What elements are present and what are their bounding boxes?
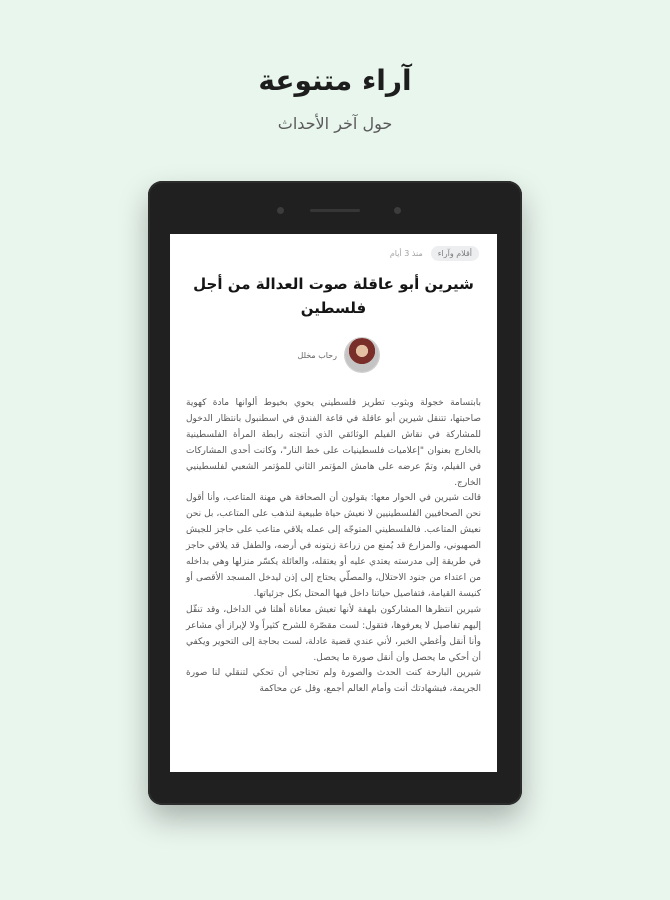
article-paragraph: شيرين البارحة كنت الحدث والصورة ولم تحتاجي أن تحكي لتنقلي لنا صورة الجريمة، فبشهادتك أنت وأمام العالم أجمع، وقل عن محاكمة <box>186 668 481 695</box>
author-avatar[interactable] <box>345 338 379 372</box>
article-body <box>186 396 481 772</box>
tablet-device-frame <box>148 181 522 805</box>
sensor-dot <box>394 207 401 214</box>
article-paragraph: شيرين انتظرها المشاركون بلهفة لأنها تعيش معاناة أهلنا في الداخل، وقد تنقّل إليهم تفاصيل لا يعرفوها، فتقول: لست مقصّرة للشرح كثيراً ولا لإبراز أي مشاعر وأنا أنقل وأغطي الخبر، لأني عندي قضية عادلة، لست بحاجة إلى التحوير ويكفي أن أحكي ما يحصل وأن أنقل صورة ما يحصل. <box>186 604 481 663</box>
article-paragraph: بابتسامة خجولة وبثوب تطريز فلسطيني يحوي بخيوط ألوانها مادة كهوية صاحبتها، تتنقل شيرين أبو عاقلة في قاعة الفندق في اسطنبول بانتظار الدخول للمشاركة في نقاش الفيلم الوثائقي الذي أنتجته رابطة المرأة الفلسطينية بالخارج بعنوان "إعلاميات فلسطينيات على خط النار"، وكانت أحدى المشاركات في الفيلم، وتمّ عرضه على هامش المؤتمر الثاني للمؤتمر الشعبي لفلسطينيي الخارج. <box>186 398 481 488</box>
bottom-fade <box>170 756 497 772</box>
article-screen[interactable] <box>170 234 497 772</box>
category-tag[interactable]: أقلام وآراء <box>431 246 479 261</box>
promo-headline: آراء متنوعة <box>258 64 412 97</box>
speaker-grille <box>310 209 360 212</box>
promo-subheadline: حول آخر الأحداث <box>277 114 393 133</box>
article-time: منذ 3 أيام <box>389 249 423 258</box>
article-paragraph: قالت شيرين في الحوار معها: يقولون أن الصحافة هي مهنة المتاعب، وأنا أقول نحن الصحافيين الفلسطينيين لا نعيش حياة طبيعية لنذهب على المتاعب، بل نحن نعيش المتاعب. فالفلسطيني المتوجّه إلى عمله يلاقي متاعب على حاجز للجيش الصهيوني، والمزارع قد يُمنع من زراعة زيتونه في أرضه، والطفل قد يلاقي حاجز في طريقة إلى مدرسته يعتدي عليه أو يعتقله، والعائلة يكسّر منزلها وهي بداخله من اعتداء من جنود الاحتلال، والمصلّي يحتاج إلى إذن ليدخل المسجد الأقصى أو كنيسة القيامة، فتفاصيل حياتنا داخل فيها المحتل بكل جزئياتها. <box>186 493 481 599</box>
front-camera-icon <box>277 207 284 214</box>
author-row[interactable] <box>298 338 379 372</box>
author-name[interactable]: رحاب مخلل <box>297 350 337 360</box>
article-title: شيرين أبو عاقلة صوت العدالة من أجل فلسطين <box>193 275 474 317</box>
article-meta <box>390 246 479 261</box>
